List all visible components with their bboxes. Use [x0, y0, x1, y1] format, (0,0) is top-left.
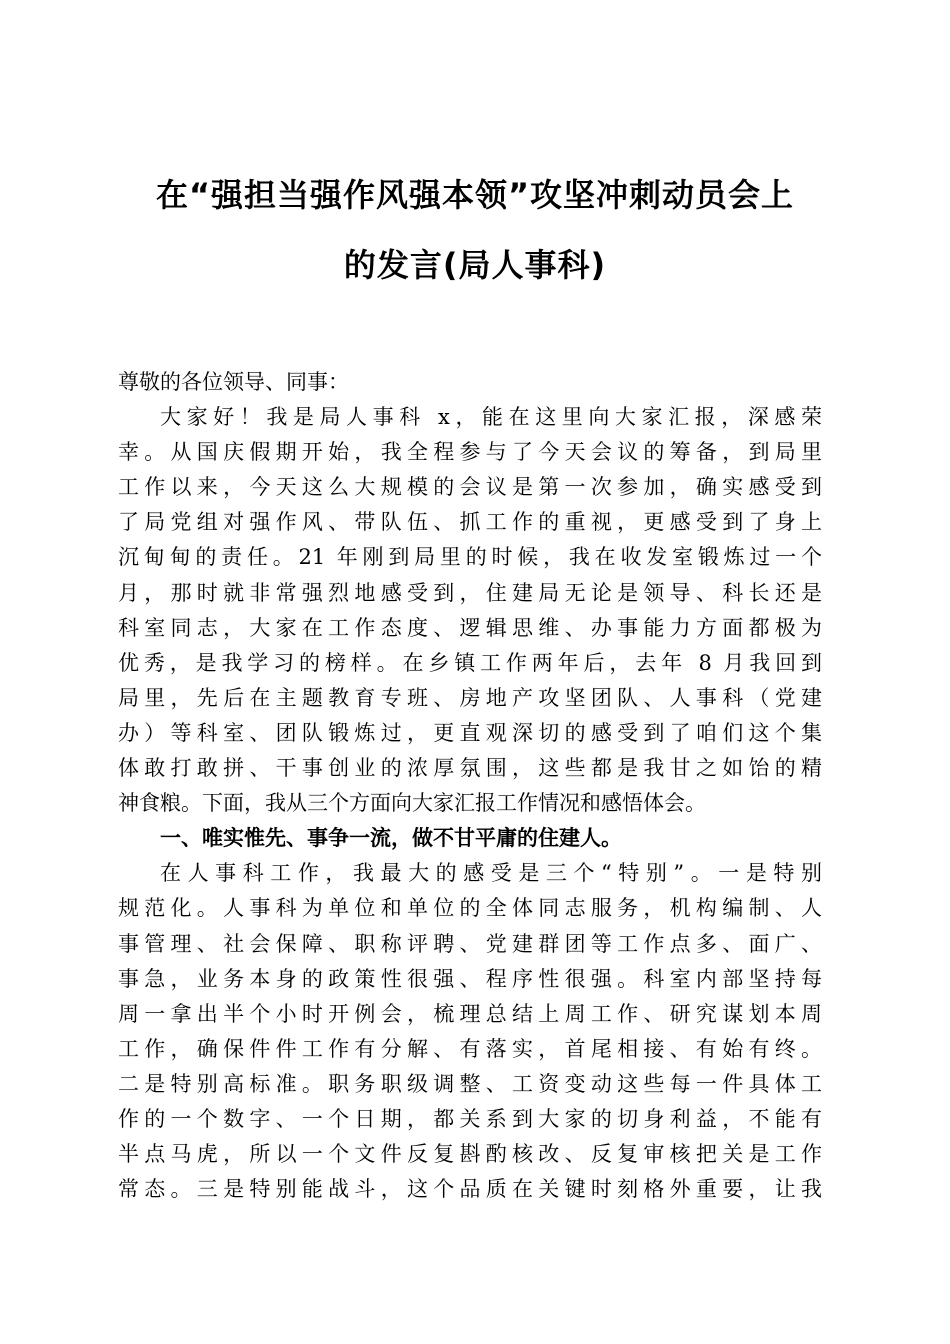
paragraph-1-line: 科室同志，大家在工作态度、逻辑思维、办事能力方面都极为	[118, 615, 822, 640]
paragraph-2-line: 事管理、社会保障、职称评聘、党建群团等工作点多、面广、	[118, 931, 822, 956]
paragraph-1-line: 了局党组对强作风、带队伍、抓工作的重视，更感受到了身上	[118, 510, 822, 535]
document-body	[118, 365, 822, 1207]
paragraph-2-line: 常态。三是特别能战斗，这个品质在关键时刻格外重要，让我	[118, 1177, 822, 1202]
paragraph-2-line: 周一拿出半个小时开例会，梳理总结上周工作、研究谋划本周	[118, 1001, 822, 1026]
paragraph-1-line: 沉甸甸的责任。21 年刚到局里的时候，我在收发室锻炼过一个	[118, 545, 822, 570]
paragraph-2-line: 在人事科工作，我最大的感受是三个“特别”。一是特别	[160, 861, 822, 886]
paragraph-1-line: 大家好！我是局人事科 x，能在这里向大家汇报，深感荣	[160, 405, 822, 430]
paragraph-2-line: 作的一个数字、一个日期，都关系到大家的切身利益，不能有	[118, 1106, 822, 1131]
document-title-line-2: 的发言(局人事科)	[343, 246, 607, 284]
paragraph-1-line: 体敢打敢拼、干事创业的浓厚氛围，这些都是我甘之如饴的精	[118, 756, 822, 781]
paragraph-1-line: 局里，先后在主题教育专班、房地产攻坚团队、人事科（党建	[118, 685, 822, 710]
paragraph-2-line: 工作，确保件件工作有分解、有落实，首尾相接、有始有终。	[118, 1036, 822, 1061]
paragraph-1-line: 月，那时就非常强烈地感受到，住建局无论是领导、科长还是	[118, 580, 822, 605]
document-title-line-1: 在“强担当强作风强本领”攻坚冲刺动员会上	[155, 176, 795, 214]
paragraph-1-line: 优秀，是我学习的榜样。在乡镇工作两年后，去年 8 月我回到	[118, 650, 822, 675]
paragraph-1-line: 工作以来，今天这么大规模的会议是第一次参加，确实感受到	[118, 475, 822, 500]
paragraph-2-line: 事急，业务本身的政策性很强、程序性很强。科室内部坚持每	[118, 966, 822, 991]
salutation: 尊敬的各位领导、同事：	[118, 370, 349, 394]
paragraph-1-line: 办）等科室、团队锻炼过，更直观深切的感受到了咱们这个集	[118, 720, 822, 745]
section-heading-1: 一、唯实惟先、事争一流，做不甘平庸的住建人。	[160, 826, 622, 851]
paragraph-2-line: 半点马虎，所以一个文件反复斟酌核改、反复审核把关是工作	[118, 1142, 822, 1167]
paragraph-2-line: 规范化。人事科为单位和单位的全体同志服务，机构编制、人	[118, 896, 822, 921]
paragraph-1-line: 神食粮。下面，我从三个方面向大家汇报工作情况和感悟体会。	[118, 791, 706, 816]
paragraph-1-line: 幸。从国庆假期开始，我全程参与了今天会议的筹备，到局里	[118, 440, 822, 465]
paragraph-2-line: 二是特别高标准。职务职级调整、工资变动这些每一件具体工	[118, 1071, 822, 1096]
